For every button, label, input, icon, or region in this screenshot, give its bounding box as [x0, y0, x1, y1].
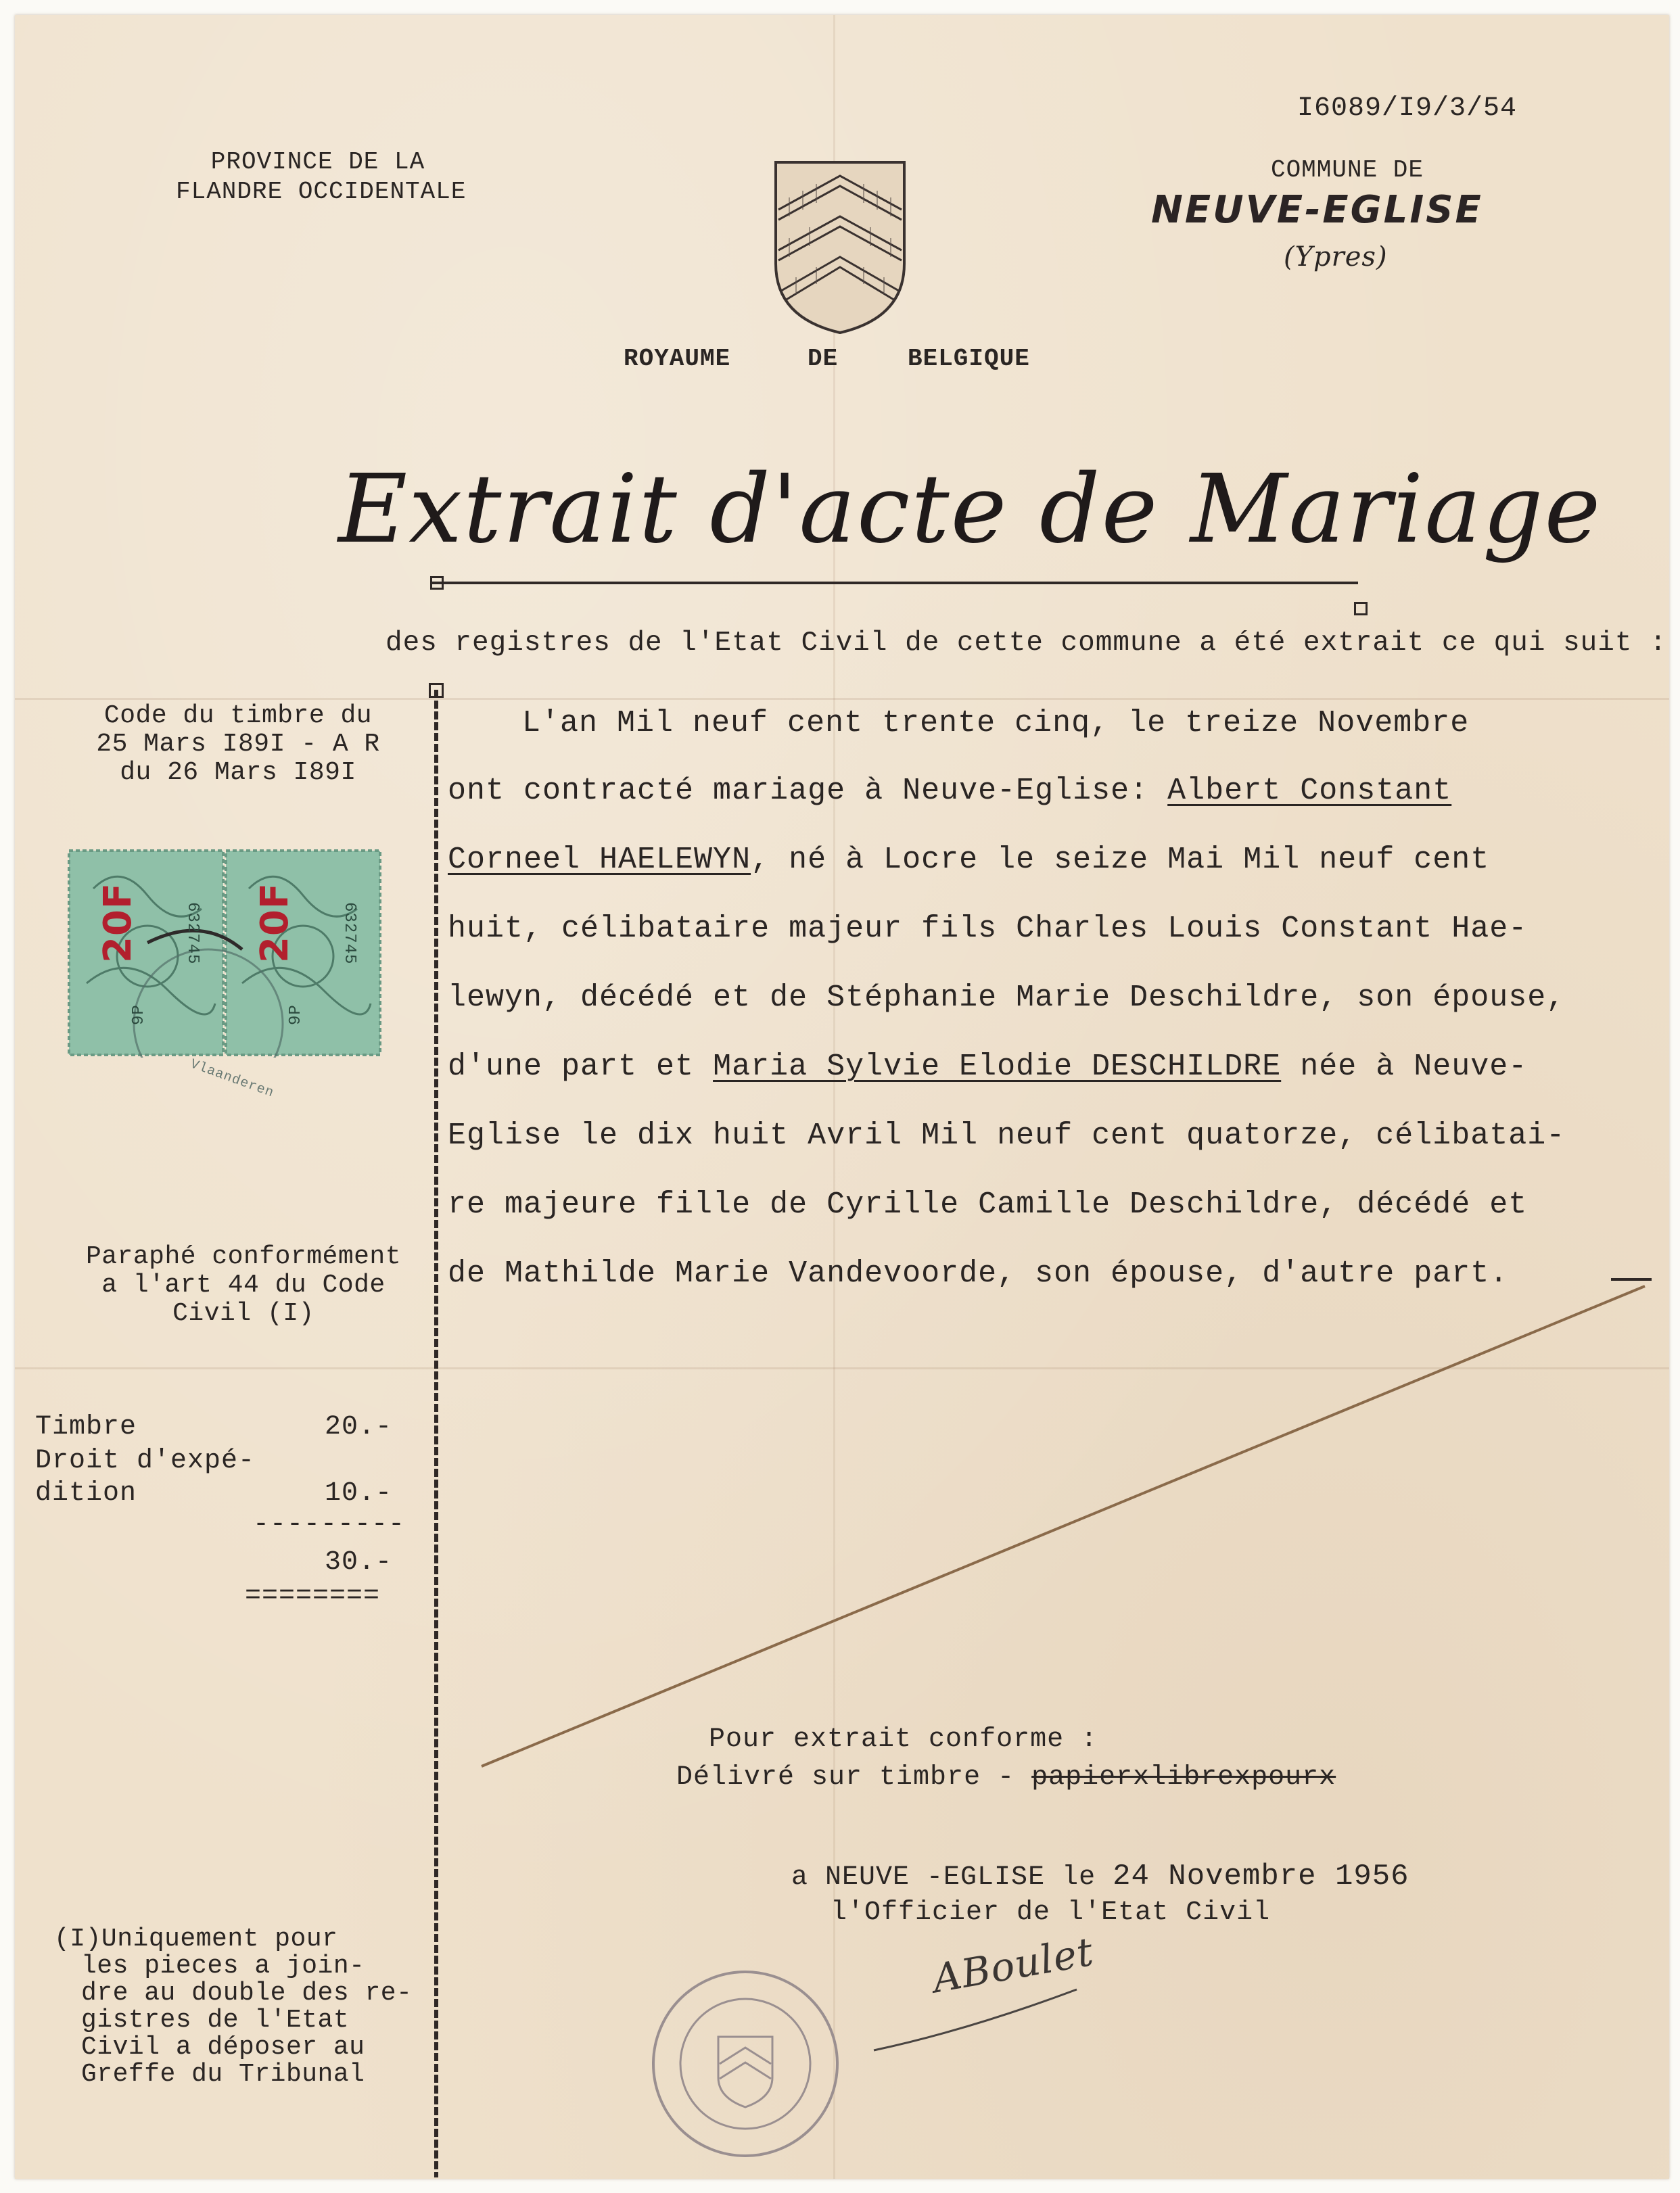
- certification-text: Délivré sur timbre -: [676, 1762, 1032, 1793]
- fee-timbre-value: 20.-: [325, 1412, 393, 1442]
- note-line: 25 Mars I89I - A R: [96, 730, 380, 759]
- province-line: PROVINCE DE LA: [210, 148, 425, 176]
- kingdom-word: BELGIQUE: [908, 345, 1030, 373]
- body-text: , né à Locre le seize Mai Mil neuf cent: [751, 843, 1490, 877]
- groom-name: Corneel HAELEWYN: [448, 843, 751, 877]
- stamp-cancel: Vlaanderen: [187, 1056, 277, 1102]
- fee-droit-label: dition: [35, 1478, 137, 1509]
- place-date-line: [791, 1860, 1409, 1893]
- fee-droit-label: Droit d'expé-: [35, 1446, 256, 1476]
- note-line: a l'art 44 du Code: [101, 1271, 386, 1300]
- body-line: [448, 1050, 1527, 1084]
- fold-line: [15, 698, 1669, 700]
- body-line: huit, célibataire majeur fils Charles Louis Constant Hae-: [448, 912, 1528, 946]
- footnote-line: Greffe du Tribunal: [81, 2060, 365, 2089]
- place-name: NEUVE -EGLISE: [825, 1862, 1046, 1893]
- fee-droit-value: 10.-: [325, 1478, 393, 1509]
- body-line: [448, 774, 1451, 808]
- title-underline-mark: [1354, 602, 1368, 615]
- note-line: Civil (I): [172, 1299, 314, 1328]
- note-line: Code du timbre du: [103, 701, 373, 730]
- province-line: FLANDRE OCCIDENTALE: [176, 178, 467, 206]
- title-underline-mark: [430, 576, 444, 590]
- certification-text: le: [1045, 1862, 1113, 1893]
- timbre-code-note: [83, 702, 394, 787]
- footnote-line: gistres de l'Etat: [81, 2006, 350, 2035]
- footnote-line: dre au double des re-: [81, 1979, 413, 2008]
- body-text: d'une part et: [448, 1050, 714, 1084]
- title-underline: [431, 582, 1358, 584]
- stamp-number: 632745: [340, 902, 358, 965]
- signature-flourish: [860, 1983, 1090, 2057]
- stamp-series: 9P: [130, 1004, 148, 1025]
- margin-rule: [434, 690, 438, 2177]
- document-page: [15, 15, 1669, 2179]
- body-line: lewyn, décédé et de Stéphanie Marie Deschildre, son épouse,: [448, 981, 1566, 1015]
- fold-line: [833, 15, 835, 2179]
- note-line: du 26 Mars I89I: [120, 758, 356, 787]
- fee-total: 30.-: [325, 1547, 393, 1578]
- kingdom-word: DE: [808, 345, 839, 373]
- signature: ABoulet: [929, 1928, 1098, 2002]
- paraphe-note: [68, 1243, 419, 1328]
- footnote-line: les pieces a join-: [81, 1952, 365, 1981]
- cancel-line: [461, 1279, 1652, 1780]
- margin-rule-mark: [429, 683, 444, 698]
- stamp-value: 20F: [96, 882, 140, 963]
- fee-timbre-label: Timbre: [35, 1412, 137, 1442]
- officer-title: l'Officier de l'Etat Civil: [831, 1897, 1271, 1928]
- stamp-number: 632745: [183, 902, 202, 965]
- footnote-line: Civil a déposer au: [81, 2033, 365, 2062]
- certification-line: [676, 1762, 1336, 1793]
- note-line: Paraphé conformément: [85, 1242, 402, 1271]
- body-line: re majeure fille de Cyrille Camille Deschildre, décédé et: [448, 1187, 1528, 1222]
- certification-line: Pour extrait conforme :: [709, 1724, 1098, 1755]
- kingdom-word: ROYAUME: [624, 345, 731, 373]
- certification-text: a: [791, 1862, 826, 1893]
- document-title: Extrait d'acte de Mariage: [338, 454, 1602, 565]
- body-line: L'an Mil neuf cent trente cinq, le treize Novembre: [522, 706, 1470, 740]
- footnote: [54, 1925, 413, 2089]
- fee-double-line: ========: [245, 1581, 381, 1611]
- coat-of-arms-icon: [769, 156, 911, 338]
- body-line: Eglise le dix huit Avril Mil neuf cent quatorze, célibatai-: [448, 1118, 1566, 1153]
- reference-number: I6089/I9/3/54: [1297, 93, 1518, 124]
- groom-name: Albert Constant: [1167, 774, 1452, 808]
- body-text: ont contracté mariage à Neuve-Eglise:: [448, 774, 1168, 808]
- commune-label: COMMUNE DE: [1270, 156, 1424, 184]
- fee-separator: ---------: [253, 1509, 406, 1540]
- intro-line: des registres de l'Etat Civil de cette commune a été extrait ce qui suit :: [386, 628, 1667, 659]
- revenue-stamp: [66, 848, 387, 1102]
- footnote-line: (I)Uniquement pour: [54, 1925, 338, 1954]
- province-header: [176, 147, 467, 207]
- body-text: née à Neuve-: [1281, 1050, 1528, 1084]
- body-line: [448, 843, 1489, 877]
- bride-name: Maria Sylvie Elodie DESCHILDRE: [713, 1050, 1282, 1084]
- commune-name: NEUVE-EGLISE: [1151, 188, 1483, 232]
- issue-date: 24 Novembre 1956: [1113, 1860, 1409, 1893]
- commune-note: (Ypres): [1284, 241, 1388, 273]
- stamp-series: 9P: [287, 1004, 305, 1025]
- stamp-value: 20F: [253, 882, 297, 963]
- body-line: de Mathilde Marie Vandevoorde, son épouse, d'autre part.: [448, 1256, 1509, 1291]
- struck-text: papierxlibrexpourx: [1031, 1762, 1336, 1793]
- municipal-seal-icon: [644, 1962, 847, 2165]
